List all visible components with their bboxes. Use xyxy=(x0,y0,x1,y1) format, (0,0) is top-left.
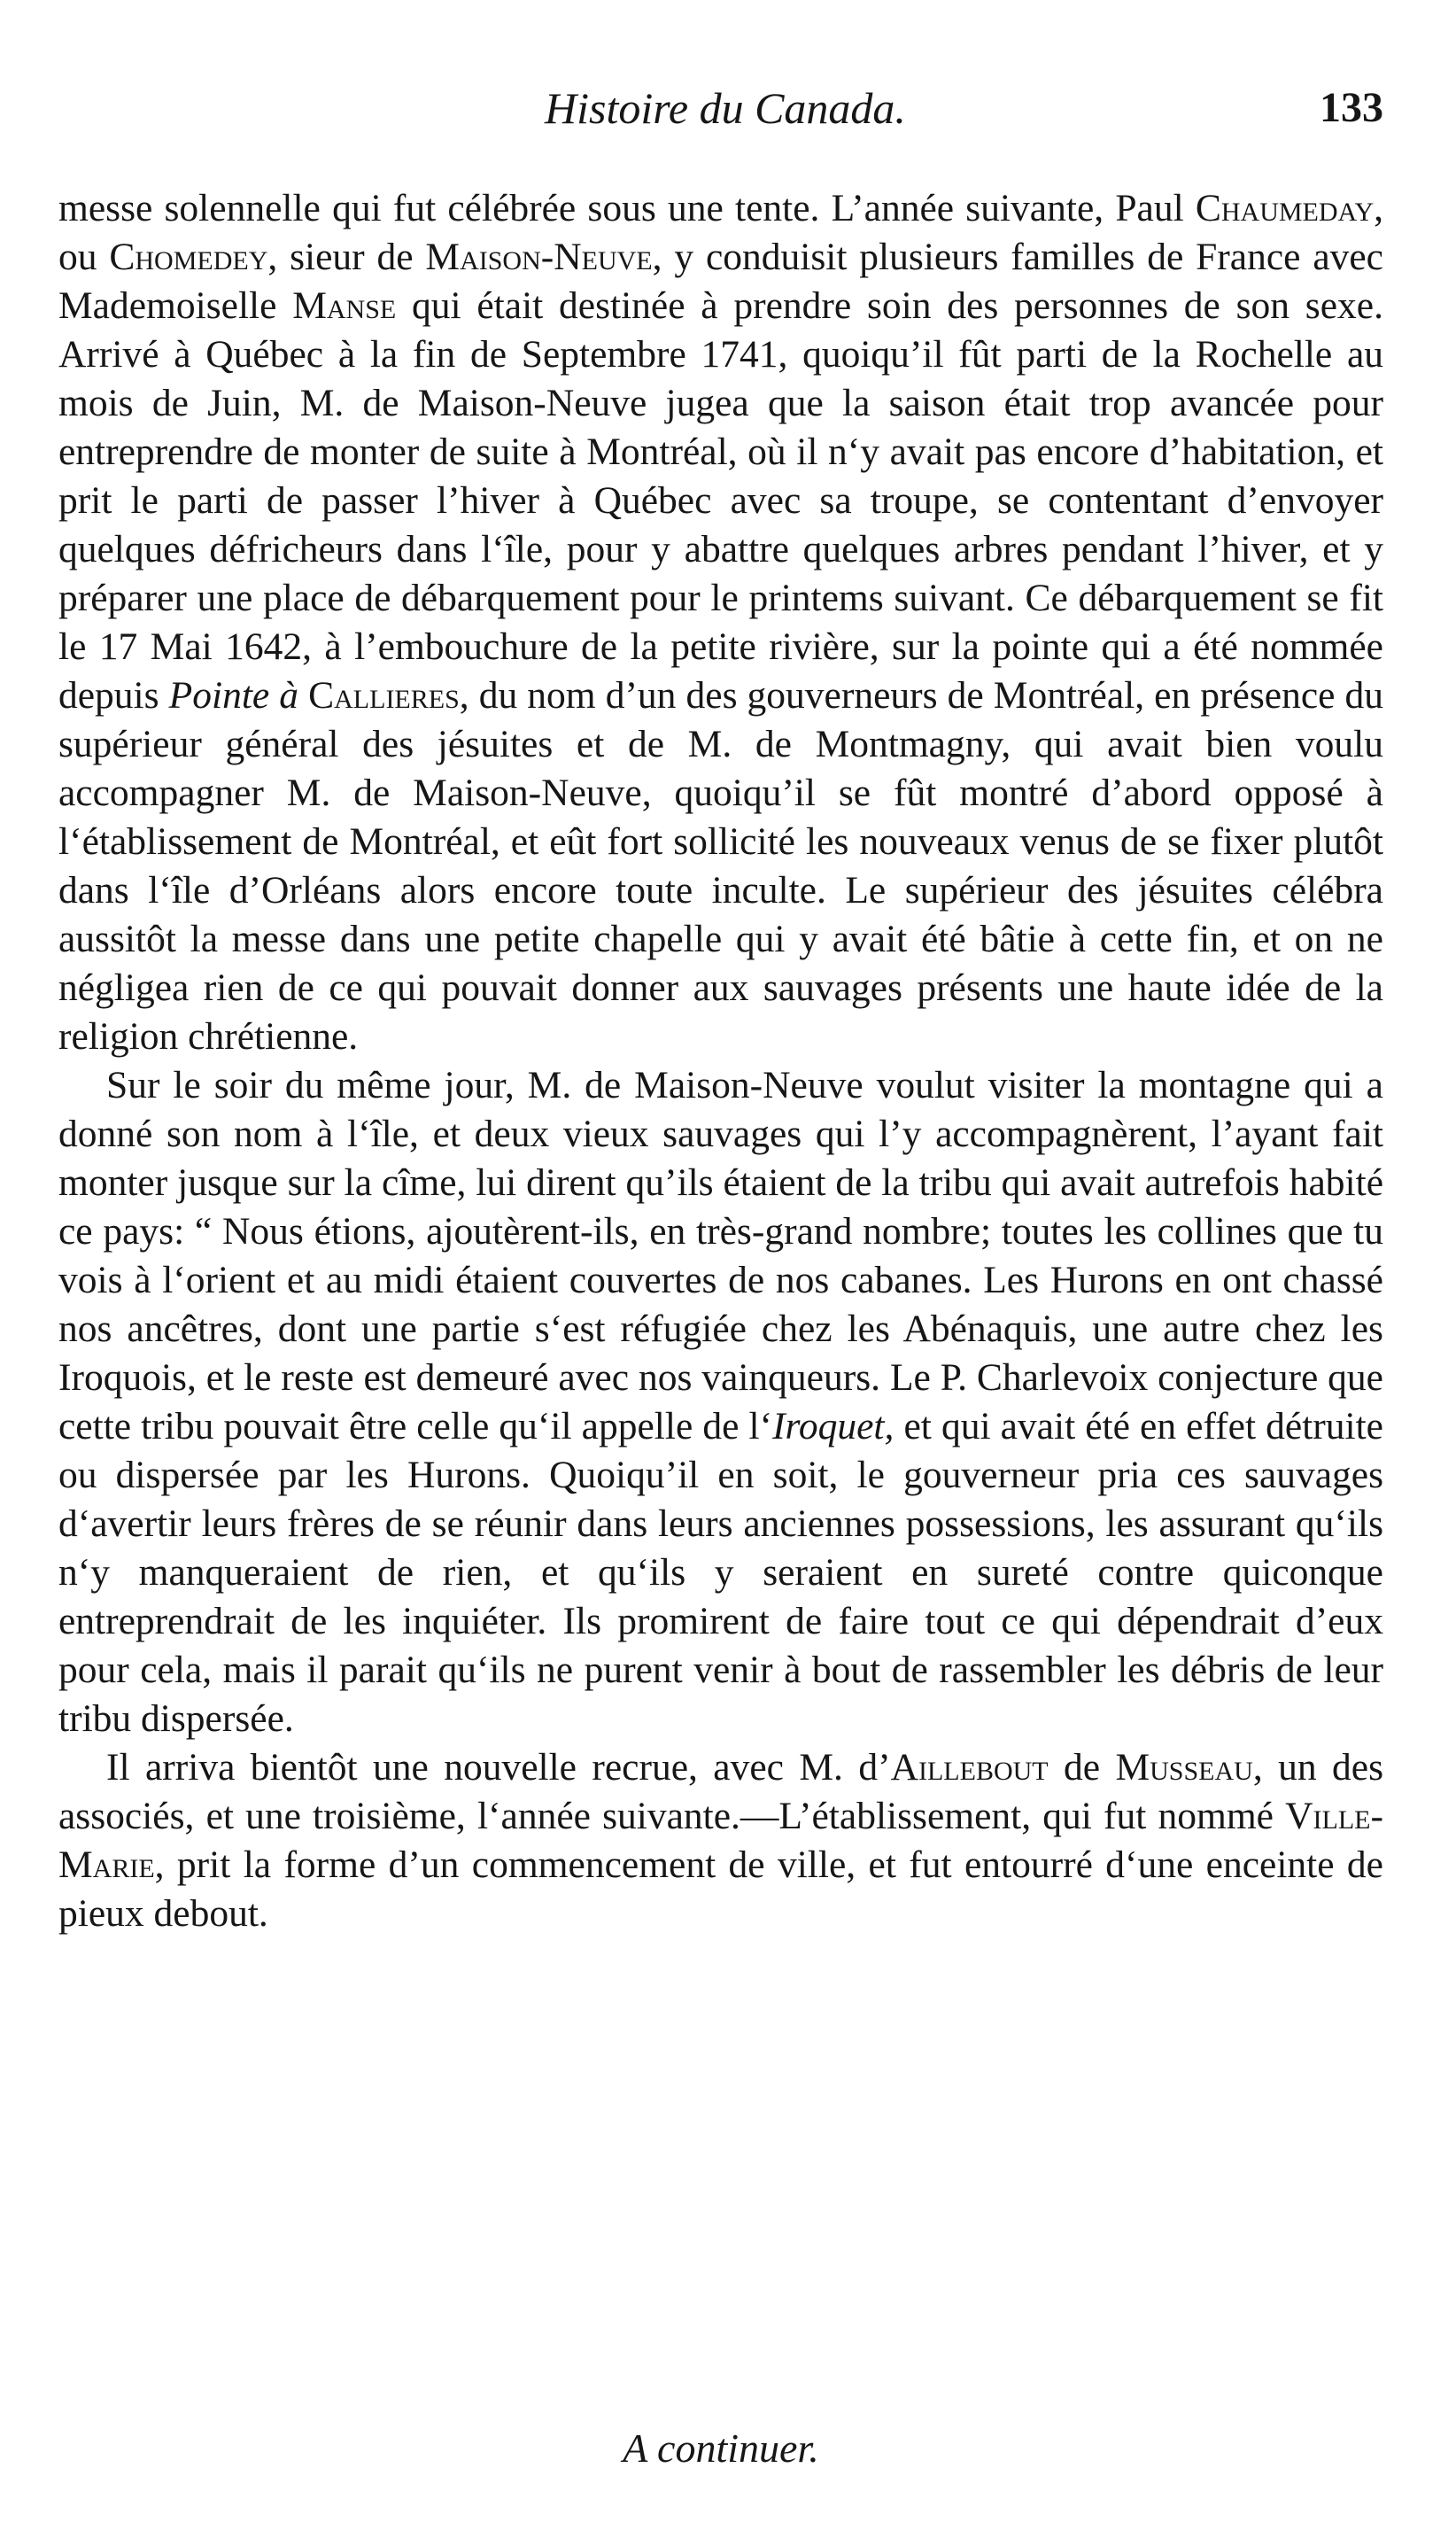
text-run: , prit la forme d’un commencement de ville, et fut entourré d‘une enceinte de pieux debout. xyxy=(58,1843,1383,1935)
text-run: , sieur de xyxy=(267,236,426,278)
text-run: messe solennelle qui fut célébrée sous une tente. L’année suivante, Paul xyxy=(58,187,1196,229)
text-run: et qui avait été en effet détruite ou dispersée par les Hurons. Quoiqu’il en soit, le gouverneur pria ces sauvages d‘avertir leurs frères de se réunir dans leurs anciennes possessions, les assurant qu‘ils n‘y manqueraient de rien, et qu‘ils y seraient en sureté contre quiconque entreprendrait de les inquiéter. Ils promirent de faire tout ce qui dépendrait d’eux pour cela, mais il parait qu‘ils ne purent venir à bout de rassembler les débris de leur tribu dispersée. xyxy=(58,1405,1383,1740)
text-run: , du nom d’un des gouverneurs de Montréal, en présence du supérieur général des jésuites et de M. de Montmagny, qui avait bien voulu accompagner M. de Maison-Neuve, quoiqu’il se fût montré d’abord opposé à l‘établissement de Montréal, et eût fort sollicité les nouveaux venus de se fixer plutôt dans l‘île d’Orléans alors encore toute inculte. Le supérieur des jésuites célébra aussitôt la messe dans une petite chapelle qui y avait été bâtie à cette fin, et on ne négligea rien de ce qui pouvait donner aux sauvages présents une haute idée de la religion chrétienne. xyxy=(58,674,1384,1058)
paragraph-1 xyxy=(58,184,1383,1061)
text-run: , y conduisit plusieurs familles de France avec Mademoiselle xyxy=(58,236,1383,327)
small-caps-name: Callieres xyxy=(308,674,460,717)
text-run xyxy=(298,674,308,717)
page-header xyxy=(58,81,1383,144)
small-caps-name: Maison-Neuve xyxy=(425,236,653,278)
text-run: de xyxy=(1048,1746,1116,1789)
italic-text: Iroquet, xyxy=(772,1405,895,1447)
small-caps-name: Manse xyxy=(292,284,397,327)
continued-note: A continuer. xyxy=(623,2425,819,2471)
text-run: Sur le soir du même jour, M. de Maison-Neuve voulut visiter la montagne qui a donné son nom à l‘île, et deux vieux sauvages qui l’y accompagnèrent, l’ayant fait monter jusque sur la cîme, lui dirent qu’ils étaient de la tribu qui avait autrefois habité ce pays: “ Nous étions, ajoutèrent-ils, en très-grand nombre; toutes les collines que tu vois à l‘orient et au midi étaient couvertes de nos cabanes. Les Hurons en ont chassé nos ancêtres, dont une partie s‘est réfugiée chez les Abénaquis, une autre chez les Iroquois, et le reste est demeuré avec nos vainqueurs. Le P. Charlevoix conjecture que cette tribu pouvait être celle qu‘il appelle de l‘ xyxy=(58,1064,1383,1447)
small-caps-name: Aillebout xyxy=(890,1746,1049,1789)
paragraph-2 xyxy=(58,1061,1383,1743)
book-page xyxy=(58,0,1383,2530)
text-run: , ou xyxy=(58,187,1383,278)
body-text xyxy=(58,184,1383,1938)
page-number: 133 xyxy=(1320,84,1383,131)
small-caps-name: Musseau xyxy=(1115,1746,1253,1789)
text-run: qui était destinée à prendre soin des personnes de son sexe. Arrivé à Québec à la fin de Septembre 1741, quoiqu’il fût parti de la Rochelle au mois de Juin, M. de Maison-Neuve jugea que la saison était trop avancée pour entreprendre de monter de suite à Montréal, où il n‘y avait pas encore d’habitation, et prit le parti de passer l’hiver à Québec avec sa troupe, se contentant d’envoyer quelques défricheurs dans l‘île, pour y abattre quelques arbres pendant l’hiver, et y préparer une place de débarquement pour le printems suivant. Ce débarquement se fit le 17 Mai 1642, à l’embouchure de la petite rivière, sur la pointe qui a été nommée depuis xyxy=(58,284,1383,717)
small-caps-name: Chomedey xyxy=(109,236,268,278)
running-title: Histoire du Canada. xyxy=(545,83,906,133)
text-run: , un des associés, et une troisième, l‘année suivante.—L’établissement, qui fut nommé xyxy=(58,1746,1383,1837)
paragraph-3 xyxy=(58,1743,1383,1938)
text-run: Il arriva bientôt une nouvelle recrue, avec M. d’ xyxy=(106,1746,891,1789)
small-caps-name: Chaumeday xyxy=(1195,187,1375,229)
italic-text: Pointe à xyxy=(168,674,299,717)
small-caps-name: Ville-Marie xyxy=(58,1795,1383,1886)
